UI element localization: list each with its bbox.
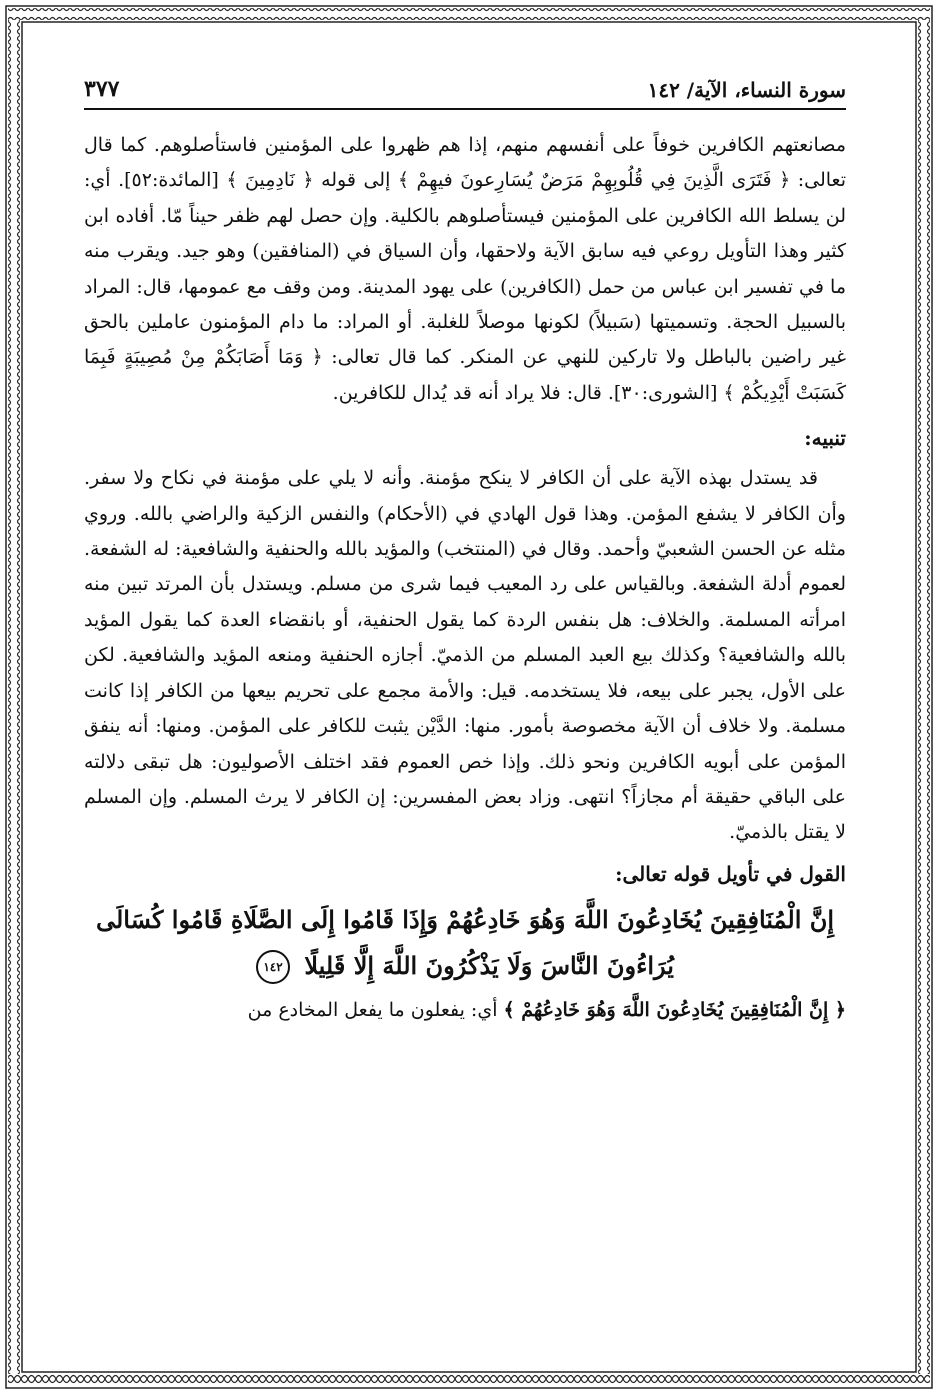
verse-line-2-wrap <box>84 943 846 989</box>
final-line <box>84 993 846 1028</box>
final-quote: ﴿ إِنَّ الْمُنَافِقِينَ يُخَادِعُونَ اللَّهَ وَهُوَ خَادِعُهُمْ ﴾ <box>503 998 846 1021</box>
paragraph-1: مصانعتهم الكافرين خوفاً على أنفسهم منهم، إذا هم ظهروا على المؤمنين فاستأصلوهم. كما قال تعالى: ﴿ فَتَرَى الَّذِينَ فِي قُلُوبِهِمْ مَرَضٌ يُسَارِعونَ فيهِمْ ﴾ إلى قوله ﴿ نَادِمِينَ ﴾ [المائدة:٥٢]. أي: لن يسلط الله الكافرين على المؤمنين فيستأصلوهم بالكلية. وإن حصل لهم ظفر حيناً مّا. أفاده ابن كثير وهذا التأويل روعي فيه سابق الآية ولاحقها، وأن السياق في (المنافقين) وهو جيد. ويقرب منه ما في تفسير ابن عباس من حمل (الكافرين) على يهود المدينة. ومن وقف مع عمومها، قال: المراد بالسبيل الحجة. وتسميتها (سَبيلاً) لكونها موصلاً للغلبة. أو المراد: ما دام المؤمنون عاملين بالحق غير راضين بالباطل ولا تاركين للنهي عن المنكر. كما قال تعالى: ﴿ وَمَا أَصَابَكُمْ مِنْ مُصِيبَةٍ فَبِمَا كَسَبَتْ أَيْدِيكُمْ ﴾ [الشورى:٣٠]. قال: فلا يراد أنه قد يُدال للكافرين. <box>84 134 847 404</box>
page-content <box>84 128 846 1028</box>
page-number: ٣٧٧ <box>84 76 120 102</box>
quran-verse <box>84 897 846 989</box>
note-heading: تنبيه: <box>804 426 846 451</box>
verse-line-1: إِنَّ الْمُنَافِقِينَ يُخَادِعُونَ اللَّهَ وَهُوَ خَادِعُهُمْ وَإِذَا قَامُوا إِلَى الصَّلَاةِ قَامُوا كُسَالَى <box>95 904 835 934</box>
final-text: أي: يفعلون ما يفعل المخادع من <box>247 998 504 1021</box>
paragraph-2: قد يستدل بهذه الآية على أن الكافر لا ينكح مؤمنة. وأنه لا يلي على مؤمنة في نكاح ولا سفر. وأن الكافر لا يشفع المؤمن. وهذا قول الهادي في (الأحكام) والنفس الزكية والراضي بالله. وروي مثله عن الحسن الشعبيّ وأحمد. وقال في (المنتخب) والمؤيد بالله والحنفية والشافعية: له الشفعة. لعموم أدلة الشفعة. وبالقياس على رد المعيب فيما شرى من مسلم. ويستدل بأن المرتد تبين منه امرأته المسلمة. والخلاف: هل بنفس الردة كما يقول الحنفية، أو بانقضاء العدة كما يقول المؤيد بالله والشافعية؟ وكذلك بيع العبد المسلم من الذميّ. أجازه الحنفية ومنعه المؤيد والشافعية. لكن على الأول، يجبر على بيعه، فلا يستخدمه. قيل: والأمة مجمع على تحريم بيعها من الكافر إذا كانت مسلمة. ولا خلاف أن الآية مخصوصة بأمور. منها: الدَّيْن يثبت للكافر على المؤمن. ومنها: أنه ينفق المؤمن على أبويه الكافرين ونحو ذلك. وإذا خص العموم فقد اختلف الأصوليون: هل تبقى دلالته على الباقي حقيقة أم مجازاً؟ انتهى. وزاد بعض المفسرين: إن الكافر لا يرث المسلم. وإن المسلم لا يقتل بالذميّ. <box>84 467 846 844</box>
running-head: سورة النساء، الآية/ ١٤٢ <box>647 78 846 102</box>
page-header <box>84 68 846 110</box>
section-heading: القول في تأويل قوله تعالى: <box>615 861 846 886</box>
verse-line-2: يُرَاءُونَ النَّاسَ وَلَا يَذْكُرُونَ اللَّهَ إِلَّا قَلِيلًا <box>304 950 674 980</box>
ayah-number-marker: ١٤٢ <box>256 950 290 984</box>
